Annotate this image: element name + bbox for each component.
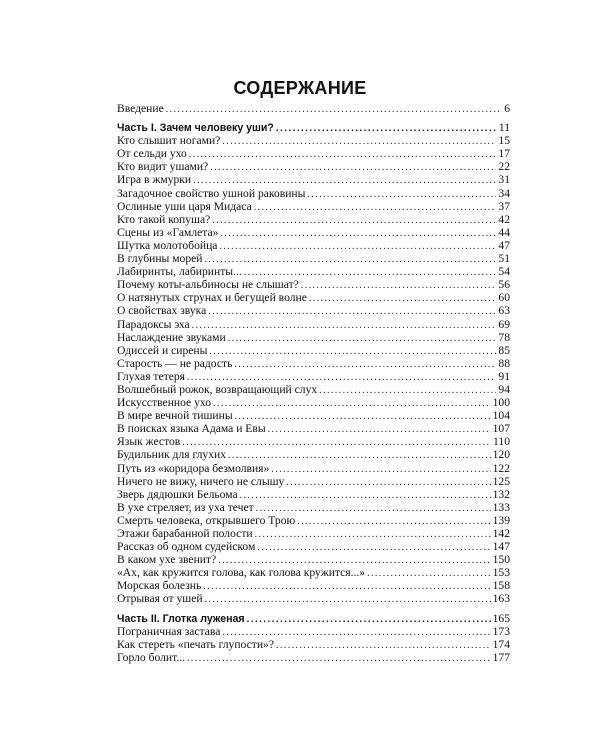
toc-entry: [117, 278, 510, 291]
toc-page-number: 158: [492, 579, 510, 593]
toc-leader-dots: [240, 489, 491, 502]
toc-page-number: 56: [498, 278, 510, 292]
toc-leader-dots: [208, 305, 496, 318]
toc-leader-dots: [367, 567, 491, 580]
toc-page-number: 133: [492, 500, 510, 514]
toc-page-number: 34: [498, 186, 510, 200]
toc-page-number: 91: [498, 369, 510, 383]
toc-leader-dots: [254, 201, 497, 214]
toc-entry: [117, 160, 510, 173]
toc-page-number: 17: [498, 147, 510, 161]
toc-entry-title: В глубины морей: [117, 252, 203, 266]
toc-entry: [117, 226, 510, 239]
toc-entry-title: Игра в жмурки: [117, 173, 192, 187]
toc-entry: [117, 540, 510, 553]
toc-entry-title: Кто слышит ногами?: [117, 134, 221, 148]
toc-entry: [117, 501, 510, 514]
toc-entry: [117, 344, 510, 357]
toc-entry-title: Лабиринты, лабиринты...: [117, 265, 242, 279]
toc-page-number: 120: [492, 448, 510, 462]
toc-entry: [117, 579, 510, 592]
toc-page-number: 150: [492, 553, 510, 567]
toc-entry: [117, 187, 510, 200]
toc-part-heading: [117, 612, 510, 625]
toc-entry-title: «Ах, как кружится голова, как голова кружится...»: [117, 566, 366, 580]
toc-leader-dots: [228, 332, 497, 345]
toc-page-number: 31: [498, 173, 510, 187]
toc-entry-title: В ухе стреляет, из уха течет: [117, 500, 254, 514]
toc-entry: [117, 357, 510, 370]
toc-leader-dots: [297, 515, 490, 528]
toc-entry: [117, 291, 510, 304]
toc-page-number: 69: [498, 317, 510, 331]
toc-entry-title: Путь из «коридора безмолвия»: [117, 461, 270, 475]
toc-page-number: 85: [498, 343, 510, 357]
toc-leader-dots: [286, 476, 490, 489]
toc-page-number: 107: [492, 422, 510, 436]
toc-entry: [117, 514, 510, 527]
toc-leader-dots: [309, 292, 497, 305]
toc-entry-title: Кто видит ушами?: [117, 160, 209, 174]
toc-page-number: 165: [492, 611, 510, 625]
toc-leader-dots: [222, 135, 496, 148]
toc-leader-dots: [187, 652, 491, 665]
toc-entry: [117, 173, 510, 186]
toc-entry: [117, 252, 510, 265]
toc-leader-dots: [271, 463, 490, 476]
toc-page-number: 122: [492, 461, 510, 475]
toc-page-number: 22: [498, 160, 510, 174]
toc-entry: [117, 475, 510, 488]
toc-leader-dots: [247, 613, 491, 626]
toc-entry-title: Ничего не вижу, ничего не слышу: [117, 474, 285, 488]
toc-entry: [117, 331, 510, 344]
toc-entry: [117, 304, 510, 317]
toc-leader-dots: [182, 436, 491, 449]
toc-page-number: 51: [498, 252, 510, 266]
toc-entry: [117, 147, 510, 160]
toc-entry-title: Введение: [117, 102, 164, 115]
page-title: СОДЕРЖАНИЕ: [233, 78, 367, 98]
toc-part-heading: [117, 121, 510, 134]
toc-page-number: 42: [498, 212, 510, 226]
toc-entry: [117, 200, 510, 213]
toc-leader-dots: [205, 593, 491, 606]
toc-entry-title: Зверь дядюшки Бельома: [117, 487, 238, 501]
toc-entry-title: Старость — не радость: [117, 356, 233, 370]
toc-leader-dots: [319, 384, 496, 397]
toc-page-number: 104: [492, 409, 510, 423]
toc-leader-dots: [209, 345, 496, 358]
toc-entry-title: Волшебный рожок, возвращающий слух: [117, 382, 318, 396]
toc-page-number: 110: [493, 435, 510, 449]
toc-page-number: 147: [492, 540, 510, 554]
toc-entry: [117, 553, 510, 566]
toc-entry: [117, 422, 510, 435]
toc-page-number: 63: [498, 304, 510, 318]
toc-leader-dots: [276, 639, 491, 652]
toc-entry-title: В мире вечной тишины: [117, 409, 233, 423]
toc-page-number: 132: [492, 487, 510, 501]
toc-leader-dots: [255, 528, 491, 541]
toc-entry: [117, 435, 510, 448]
toc-leader-dots: [212, 214, 496, 227]
toc-leader-dots: [276, 122, 497, 135]
toc-entry-title: Горло болит...: [117, 650, 186, 664]
toc-entry: [117, 638, 510, 651]
toc-entry-title: Наслаждение звуками: [117, 330, 226, 344]
toc-page-number: 54: [498, 265, 510, 279]
toc-entry: [117, 102, 510, 115]
toc-page-number: 47: [498, 238, 510, 252]
toc-page-number: 94: [498, 382, 510, 396]
toc-entry-title: Почему коты-альбиносы не слышат?: [117, 278, 299, 292]
toc-page-number: 125: [492, 474, 510, 488]
toc-entry: [117, 625, 510, 638]
toc-entry-title: Кто такой копуша?: [117, 212, 211, 226]
toc-page-number: 173: [492, 624, 510, 638]
toc-entry: [117, 448, 510, 461]
toc-entry: [117, 396, 510, 409]
toc-leader-dots: [220, 227, 496, 240]
toc-entry-title: В каком ухе звенит?: [117, 553, 217, 567]
toc-page-number: 6: [504, 102, 510, 115]
toc-leader-dots: [257, 541, 490, 554]
toc-entry-title: Одиссей и сирены: [117, 343, 208, 357]
toc-entry-title: Загадочное свойство ушной раковины: [117, 186, 306, 200]
toc-leader-dots: [166, 103, 502, 116]
toc-entry: [117, 409, 510, 422]
toc-leader-dots: [189, 148, 497, 161]
toc-entry-title: О свойствах звука: [117, 304, 207, 318]
toc-entry-title: Этажи барабанной полости: [117, 527, 253, 540]
toc-entry-title: Морская болезнь: [117, 579, 202, 593]
toc-entry-title: Шутка молотобойца: [117, 238, 218, 252]
toc-entry-title: Как стереть «печать глупости»?: [117, 637, 274, 651]
toc-entry: [117, 265, 510, 278]
toc-entry-title: Ослиные уши царя Мидаса: [117, 199, 252, 213]
toc-entry-title: Рассказ об одном судейском: [117, 540, 256, 554]
toc-page-number: 153: [492, 566, 510, 580]
toc-leader-dots: [219, 240, 496, 253]
toc-entry-title: Смерть человека, открывшего Трою: [117, 513, 296, 527]
toc-entry: [117, 370, 510, 383]
toc-leader-dots: [235, 410, 491, 423]
toc-leader-dots: [268, 423, 491, 436]
toc-page-number: 163: [492, 592, 510, 606]
toc-entry: [117, 566, 510, 579]
toc-entry: [117, 383, 510, 396]
toc-leader-dots: [213, 397, 491, 410]
toc-entry-title: В поисках языка Адама и Евы: [117, 422, 266, 436]
toc-entry-title: Глухая тетеря: [117, 369, 185, 383]
toc-entry-title: Сцены из «Гамлета»: [117, 225, 219, 239]
toc-entry: [117, 318, 510, 331]
toc-leader-dots: [192, 319, 497, 332]
toc-entry: [117, 651, 510, 664]
toc-leader-dots: [301, 279, 497, 292]
toc-entry: [117, 488, 510, 501]
table-of-contents: [117, 102, 510, 664]
toc-entry-title: Отрывая от ушей: [117, 592, 203, 606]
toc-entry-title: От сельди ухо: [117, 147, 187, 161]
toc-entry: [117, 592, 510, 605]
toc-entry: [117, 134, 510, 147]
toc-page-number: 177: [492, 650, 510, 664]
toc-page-number: 60: [498, 291, 510, 305]
toc-page-number: 142: [492, 527, 510, 540]
toc-entry-title: Часть I. Зачем человеку уши?: [117, 122, 274, 135]
toc-entry-title: Язык жестов: [117, 435, 181, 449]
toc-entry-title: О натянутых струнах и бегущей волне: [117, 291, 307, 305]
toc-page-number: 78: [498, 330, 510, 344]
toc-leader-dots: [234, 358, 496, 371]
toc-leader-dots: [205, 253, 497, 266]
toc-entry-title: Будильник для глухих: [117, 448, 227, 462]
toc-entry-title: Часть II. Глотка луженая: [117, 612, 245, 625]
toc-entry: [117, 239, 510, 252]
toc-leader-dots: [307, 188, 496, 201]
toc-page-number: 37: [498, 199, 510, 213]
toc-page-number: 88: [498, 356, 510, 370]
toc-entry-title: Искусственное ухо: [117, 396, 212, 410]
toc-entry: [117, 527, 510, 540]
toc-page-number: 100: [492, 396, 510, 410]
toc-leader-dots: [210, 161, 496, 174]
toc-leader-dots: [203, 580, 490, 593]
toc-page-number: 15: [498, 134, 510, 148]
toc-entry: [117, 462, 510, 475]
toc-entry: [117, 213, 510, 226]
toc-entry-title: Пограничная застава: [117, 624, 221, 638]
toc-entry-title: Парадоксы эха: [117, 317, 190, 331]
toc-page-number: 139: [492, 513, 510, 527]
toc-page-number: 44: [498, 225, 510, 239]
toc-page-number: 174: [492, 637, 510, 651]
toc-page-number: 11: [498, 121, 510, 135]
